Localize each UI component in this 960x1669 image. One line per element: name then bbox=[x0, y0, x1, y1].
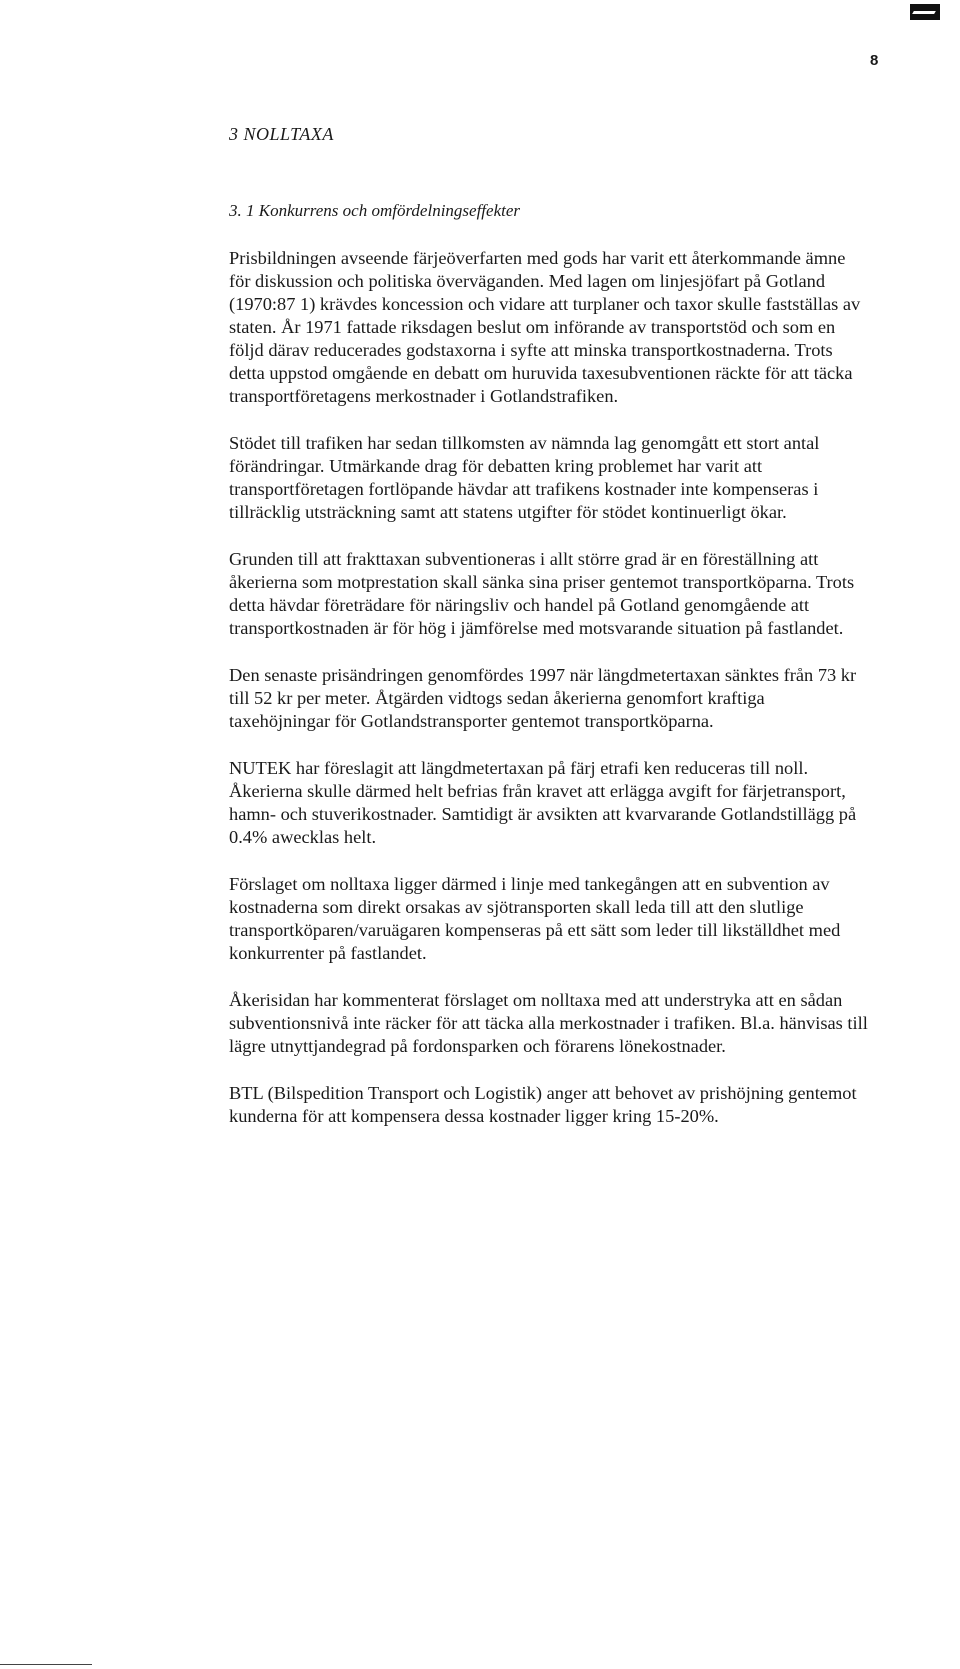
body-text bbox=[229, 247, 869, 1152]
paragraph-1: Prisbildningen avseende färjeöverfarten med gods har varit ett återkommande ämne för diskussion och politiska överväganden. Med lagen om linjesjöfart på Gotland (1970:87 1) krävdes koncession och vidare att turplaner och taxor skulle fastställas av staten. År 1971 fattade riksdagen beslut om införande av transportstöd och som en följd därav reducerades godstaxorna i syfte att minska transportkostnaderna. Trots detta uppstod omgående en debatt om huruvida taxesubventionen räckte för att täcka transportföretagens merkostnader i Gotlandstrafiken. bbox=[229, 248, 861, 406]
paragraph-8: BTL (Bilspedition Transport och Logistik) anger att behovet av prishöjning gentemot kunderna för att kompensera dessa kostnader ligger kring 15-20%. bbox=[229, 1083, 857, 1126]
section-heading: 3. 1 Konkurrens och omfördelningseffekter bbox=[229, 201, 521, 220]
paragraph-5: NUTEK har föreslagit att längdmetertaxan på färj etrafi ken reduceras till noll. Åkerierna skulle därmed helt befrias från kravet att erlägga avgift for färjetransport, hamn- och stuverikostnader. Samtidigt är avsikten att kvarvarande Gotlandstillägg på 0.4% awecklas helt. bbox=[229, 758, 857, 847]
paragraph-7: Åkerisidan har kommenterat förslaget om nolltaxa med att understryka att en sådan subventionsnivå inte räcker för att täcka alla merkostnader i trafiken. Bl.a. hänvisas till lägre utnyttjandegrad på fordonsparken och förarens lönekostnader. bbox=[229, 990, 868, 1056]
page-number: 8 bbox=[870, 52, 879, 69]
paragraph-6: Förslaget om nolltaxa ligger därmed i linje med tankegången att en subvention av kostnaderna som direkt orsakas av sjötransporten skall leda till att den slutlige transportköparen/varuägaren kompenseras på ett sätt som leder till likställdhet med konkurrenter på fastlandet. bbox=[229, 874, 841, 963]
paragraph-3: Grunden till att frakttaxan subventioneras i allt större grad är en föreställning att åkerierna som motprestation skall sänka sina priser gentemot transportköparna. Trots detta hävdar företrädare för näringsliv och handel på Gotland genomgående att transportkostnaden är för hög i jämförelse med motsvarande situation på fastlandet. bbox=[229, 549, 855, 638]
footnote-divider bbox=[0, 1664, 92, 1665]
paragraph-2: Stödet till trafiken har sedan tillkomsten av nämnda lag genomgått ett stort antal förändringar. Utmärkande drag för debatten kring problemet har varit att transportföretagen fortlöpande hävdar att trafikens kostnader inte kompenseras i tillräcklig utsträckning samt att statens utgifter för stödet kontinuerligt ökar. bbox=[229, 433, 820, 522]
chapter-heading: 3 NOLLTAXA bbox=[229, 124, 334, 144]
paragraph-4: Den senaste prisändringen genomfördes 1997 när längdmetertaxan sänktes från 73 kr till 52 kr per meter. Åtgärden vidtogs sedan åkerierna genomfort kraftiga taxehöjningar för Gotlandstransporter gentemot transportköparna. bbox=[229, 665, 857, 731]
corner-stamp-mark bbox=[910, 4, 940, 20]
